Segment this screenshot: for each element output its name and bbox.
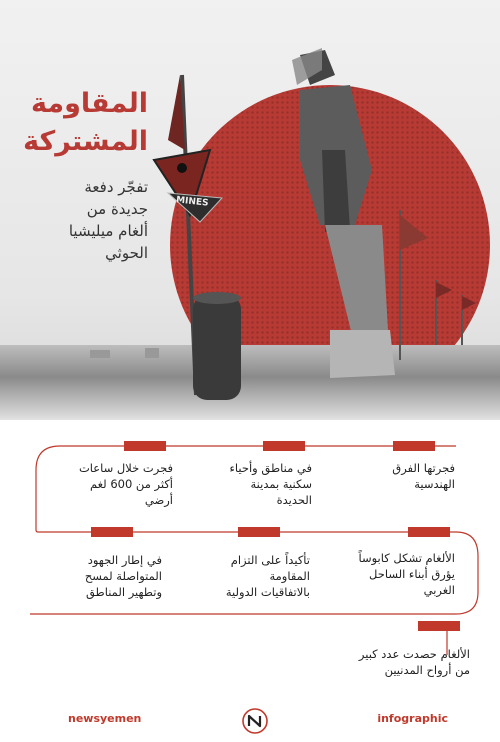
subheadline xyxy=(0,176,148,264)
timeline-item-5: تأكيداً على التزام المقاومة بالاتفاقيات الدولية xyxy=(225,553,310,599)
timeline-item-3: فجرتها الفرق الهندسية xyxy=(392,461,455,491)
timeline-item-7: الألغام حصدت عدد كبير من أرواح المدنيين xyxy=(358,647,470,677)
brand-name: newsyemen xyxy=(68,712,142,725)
timeline-marker-6 xyxy=(408,527,450,537)
timeline-marker-1 xyxy=(124,441,166,451)
timeline-item-2: في مناطق وأحياء سكنية بمدينة الحديدة xyxy=(229,461,312,507)
timeline-marker-4 xyxy=(91,527,133,537)
subheadline-line-2: جديدة من xyxy=(86,200,148,218)
timeline-marker-2 xyxy=(263,441,305,451)
section-label: infographic xyxy=(377,712,448,725)
timeline-marker-3 xyxy=(393,441,435,451)
timeline-item-6: الألغام تشكل كابوساً يؤرق أبناء الساحل الغربي xyxy=(358,551,455,597)
headline xyxy=(0,85,148,161)
timeline-item-4: في إطار الجهود المتواصلة لمسح وتطهير المناطق xyxy=(84,553,162,599)
subheadline-line-3: ألغام ميليشيا xyxy=(68,222,148,240)
timeline-marker-5 xyxy=(238,527,280,537)
footer xyxy=(0,700,500,742)
mines-sign-label: MINES xyxy=(175,195,209,209)
timeline-item-1: فجرت خلال ساعات أكثر من 600 لغم أرضي xyxy=(78,461,173,507)
newsyemen-logo-icon xyxy=(242,708,268,734)
subheadline-line-1: تفجّر دفعة xyxy=(84,178,148,196)
subheadline-line-4: الحوثي xyxy=(105,244,148,262)
timeline-marker-7 xyxy=(418,621,460,631)
headline-line-2: المشتركة xyxy=(23,126,148,157)
headline-line-1: المقاومة xyxy=(31,88,148,119)
